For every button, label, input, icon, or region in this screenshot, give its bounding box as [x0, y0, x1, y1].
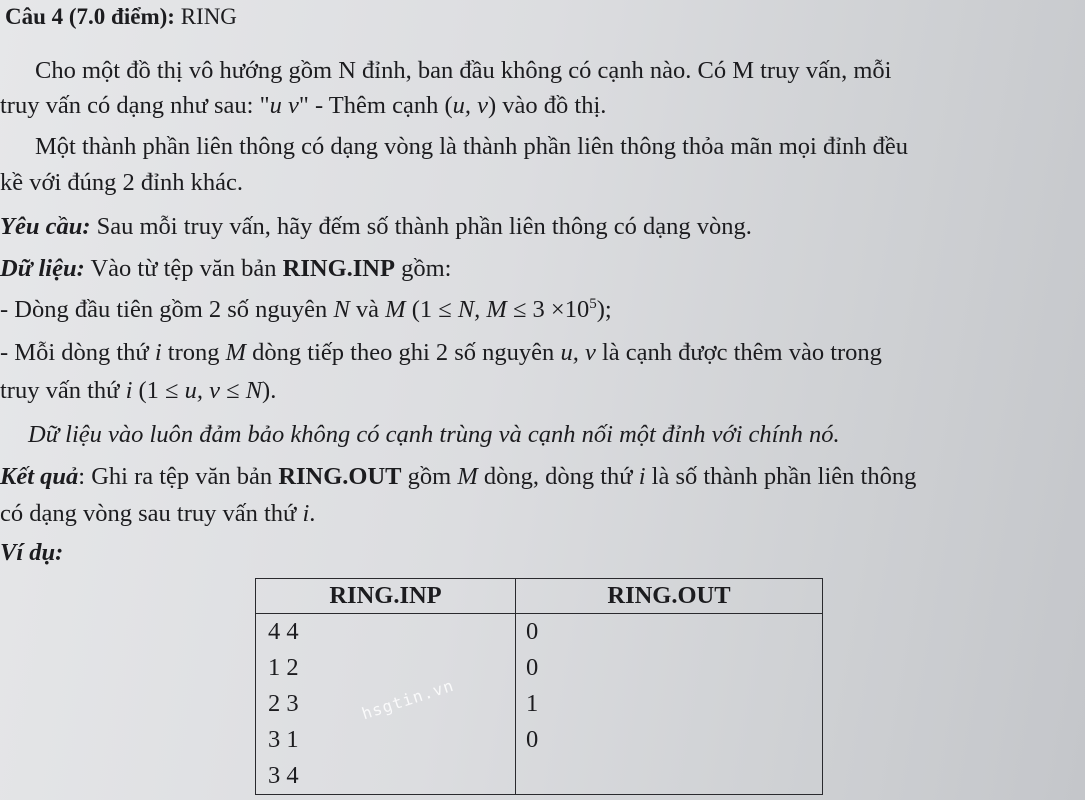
definition-line-1: Một thành phần liên thông có dạng vòng là thành phần liên thông thỏa mãn mọi đỉnh đều [35, 133, 909, 160]
var: N, M [457, 296, 507, 323]
output-label: Kết quả [0, 463, 79, 490]
input-line: 4 4 [268, 618, 299, 645]
text: Vào từ tệp văn bản [84, 255, 283, 282]
var: i [302, 500, 310, 527]
exponent: 5 [589, 296, 597, 312]
var: M [457, 463, 478, 490]
problem-number: Câu 4 (7.0 điểm): [5, 4, 175, 29]
text: dòng tiếp theo ghi 2 số nguyên [246, 339, 561, 366]
example-header-output: RING.OUT [516, 579, 823, 614]
text: là số thành phần liên thông [645, 463, 917, 490]
text: trong [161, 339, 226, 366]
var: u, v [560, 339, 596, 366]
problem-heading [5, 2, 237, 32]
example-label: Ví dụ: [0, 539, 64, 566]
text: ) vào đồ thị. [488, 92, 607, 119]
text: - Mỗi dòng thứ [0, 339, 155, 366]
text: dòng, dòng thứ [477, 463, 639, 490]
text: " - Thêm cạnh ( [298, 92, 453, 119]
edge-vars: u, v [452, 92, 488, 119]
example-output-cell [516, 614, 823, 795]
text: và [349, 296, 386, 323]
example-header-input: RING.INP [256, 579, 516, 614]
input-line: 2 3 [268, 690, 299, 717]
input-bullet-1 [0, 295, 612, 325]
var: N [333, 296, 350, 323]
text: - Dòng đầu tiên gồm 2 số nguyên [0, 296, 334, 323]
text: ≤ [219, 377, 246, 404]
output-spec-line-2 [0, 499, 315, 529]
var: u, v [184, 377, 220, 404]
text: ). [262, 377, 277, 404]
var: i [154, 339, 162, 366]
input-line: 3 4 [268, 762, 299, 789]
text: truy vấn thứ [0, 377, 126, 404]
text: ≤ 3 ×10 [506, 296, 590, 323]
input-bullet-2 [0, 338, 882, 368]
output-filename: RING.OUT [278, 463, 402, 490]
text: gồm [401, 463, 458, 490]
requirement [0, 212, 752, 242]
output-line: 0 [526, 654, 539, 681]
intro-line-1: Cho một đồ thị vô hướng gồm N đỉnh, ban đầu không có cạnh nào. Có M truy vấn, mỗi [35, 57, 892, 84]
input-bullet-2-cont [0, 376, 276, 406]
var: i [125, 377, 133, 404]
var: M [385, 296, 406, 323]
text: có dạng vòng sau truy vấn thứ [0, 500, 303, 527]
input-label: Dữ liệu: [0, 255, 85, 282]
text: (1 ≤ [132, 377, 185, 404]
text: . [309, 500, 316, 527]
problem-title: RING [174, 4, 237, 29]
text: là cạnh được thêm vào trong [595, 339, 882, 366]
output-line: 0 [526, 726, 539, 753]
text: ); [596, 296, 612, 323]
input-filename: RING.INP [282, 255, 395, 282]
requirement-text: Sau mỗi truy vấn, hãy đếm số thành phần liên thông có dạng vòng. [90, 213, 752, 240]
var: M [225, 339, 247, 366]
text: truy vấn có dạng như sau: " [0, 92, 270, 119]
example-body-row [256, 614, 823, 795]
requirement-label: Yêu cầu: [0, 213, 91, 240]
watermark: hsgtin.vn [359, 675, 457, 724]
example-table [255, 578, 823, 795]
input-spec-title [0, 254, 451, 284]
var: N [245, 377, 263, 404]
query-format: u v [269, 92, 299, 119]
text: gồm: [394, 255, 452, 282]
input-line: 1 2 [268, 654, 299, 681]
output-line: 0 [526, 618, 539, 645]
text: : Ghi ra tệp văn bản [78, 463, 279, 490]
intro-line-2 [0, 91, 606, 121]
text: (1 ≤ [405, 296, 458, 323]
output-line: 1 [526, 690, 539, 717]
example-header-row [256, 579, 823, 614]
input-guarantee: Dữ liệu vào luôn đảm bảo không có cạnh trùng và cạnh nối một đỉnh với chính nó. [28, 421, 840, 448]
output-spec-line-1 [0, 462, 916, 492]
definition-line-2: kề với đúng 2 đỉnh khác. [0, 169, 243, 196]
var: i [638, 463, 646, 490]
input-line: 3 1 [268, 726, 299, 753]
